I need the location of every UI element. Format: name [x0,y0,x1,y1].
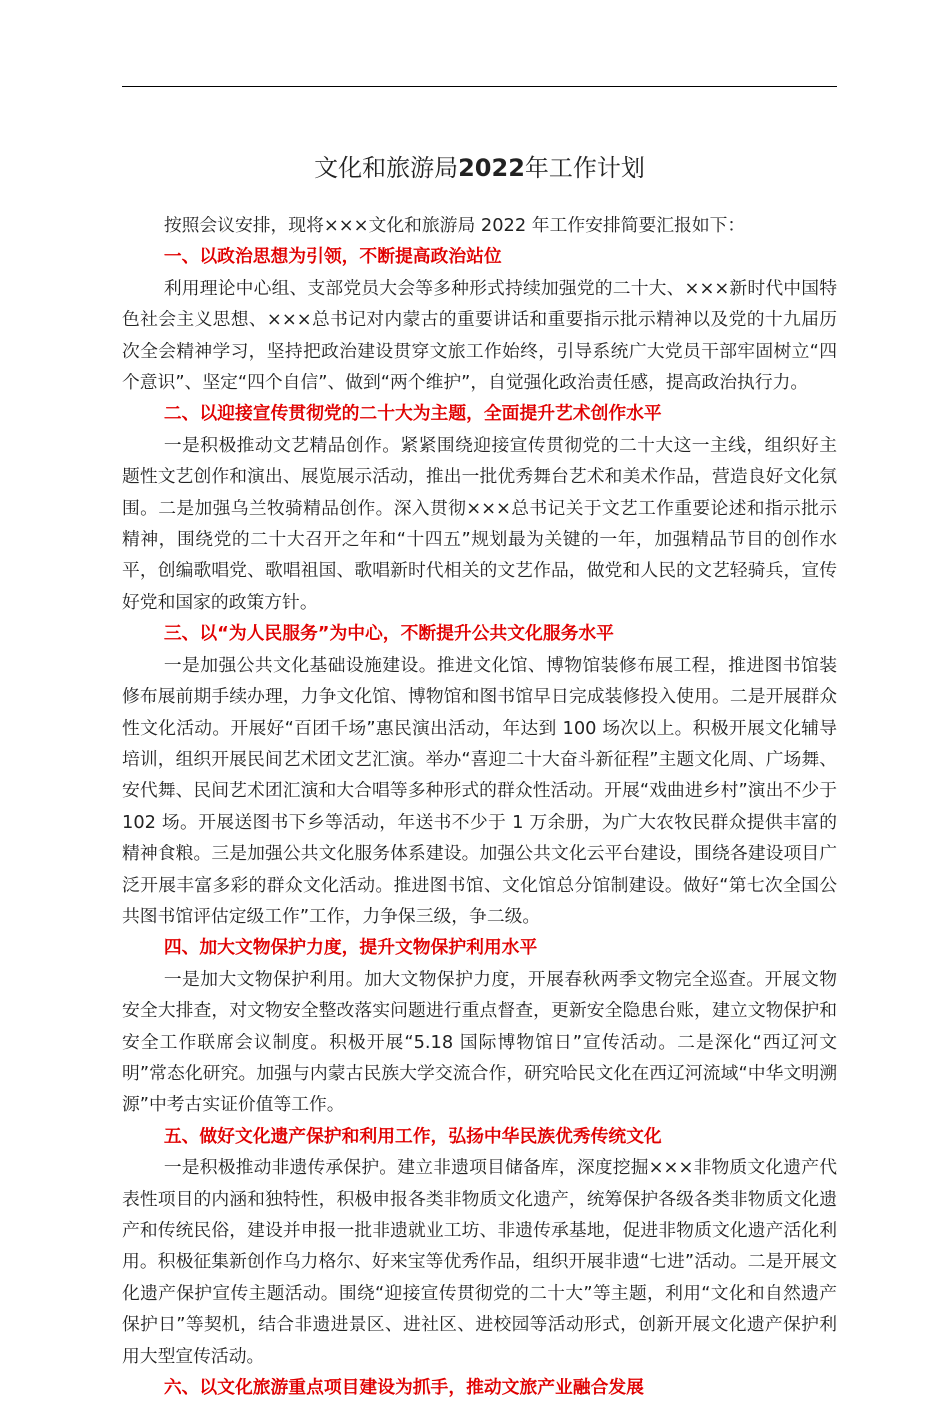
intro-paragraph: 按照会议安排，现将×××文化和旅游局 2022 年工作安排简要汇报如下： [163,215,746,236]
section-2-body: 一是积极推动文艺精品创作。紧紧围绕迎接宣传贯彻党的二十大这一主线，组织好主题性文艺创作和演出、展览展示活动，推出一批优秀舞台艺术和美术作品，营造良好文化氛围。二是加强乌兰牧骑精品创作。深入贯彻×××总书记关于文艺工作重要论述和指示批示精神，围绕党的二十大召开之年和“十四五”规划最为关键的一年，加强精品节目的创作水平，创编歌唱党、歌唱祖国、歌唱新时代相关的文艺作品，做党和人民的文艺轻骑兵，宣传好党和国家的政策方针。 [122,434,837,613]
section-6-heading: 六、以文化旅游重点项目建设为抓手，推动文旅产业融合发展 [163,1377,644,1399]
section-5-heading: 五、做好文化遗产保护和利用工作，弘扬中华民族优秀传统文化 [163,1125,662,1147]
header-rule [122,86,837,87]
section-3-body: 一是加强公共文化基础设施建设。推进文化馆、博物馆装修布展工程，推进图书馆装修布展前期手续办理，力争文化馆、博物馆和图书馆早日完成装修投入使用。二是开展群众性文化活动。开展好“百团千场”惠民演出活动，年达到 100 场次以上。积极开展文化辅导培训，组织开展民间艺术团文艺汇演。举办“喜迎二十大奋斗新征程”主题文化周、广场舞、安代舞、民间艺术团汇演和大合唱等多种形式的群众性活动。开展“戏曲进乡村”演出不少于 102 场。开展送图书下乡等活动，年送书不少于 1 万余册，为广大农牧民群众提供丰富的精神食粮。三是加强公共文化服务体系建设。加强公共文化云平台建设，围绕各建设项目广泛开展丰富多彩的群众文化活动。推进图书馆、文化馆总分馆制建设。做好“第七次全国公共图书馆评估定级工作”工作，力争保三级，争二级。 [122,654,837,927]
section-1-heading: 一、以政治思想为引领，不断提高政治站位 [163,246,502,268]
section-2-heading: 二、以迎接宣传贯彻党的二十大为主题，全面提升艺术创作水平 [163,403,662,425]
section-4-heading: 四、加大文物保护力度，提升文物保护利用水平 [163,937,538,959]
section-5-body: 一是积极推动非遗传承保护。建立非遗项目储备库，深度挖掘×××非物质文化遗产代表性项目的内涵和独特性，积极申报各类非物质文化遗产，统筹保护各级各类非物质文化遗产和传统民俗，建设并申报一批非遗就业工坊、非遗传承基地，促进非物质文化遗产活化利用。积极征集新创作乌力格尔、好来宝等优秀作品，组织开展非遗“七进”活动。二是开展文化遗产保护宣传主题活动。围绕“迎接宣传贯彻党的二十大”等主题，利用“文化和自然遗产保护日”等契机，结合非遗进景区、进社区、进校园等活动形式，创新开展文化遗产保护利用大型宣传活动。 [122,1157,837,1367]
title-suffix: 年工作计划 [524,154,645,182]
title-year: 2022 [458,154,525,182]
section-3-heading: 三、以“为人民服务”为中心，不断提升公共文化服务水平 [163,623,614,645]
page-title [122,150,837,186]
document-body [122,210,837,1403]
section-1-body: 利用理论中心组、支部党员大会等多种形式持续加强党的二十大、×××新时代中国特色社会主义思想、×××总书记对内蒙古的重要讲话和重要指示批示精神以及党的十九届历次全会精神学习，坚持把政治建设贯穿文旅工作始终，引导系统广大党员干部牢固树立“四个意识”、坚定“四个自信”、做到“两个维护”，自觉强化政治责任感，提高政治执行力。 [122,277,837,394]
section-4-body: 一是加大文物保护利用。加大文物保护力度，开展春秋两季文物完全巡查。开展文物安全大排查，对文物安全整改落实问题进行重点督查，更新安全隐患台账，建立文物保护和安全工作联席会议制度。积极开展“5.18 国际博物馆日”宣传活动。二是深化“西辽河文明”常态化研究。加强与内蒙古民族大学交流合作，研究哈民文化在西辽河流域“中华文明溯源”中考古实证价值等工作。 [122,968,837,1116]
title-prefix: 文化和旅游局 [314,154,459,182]
